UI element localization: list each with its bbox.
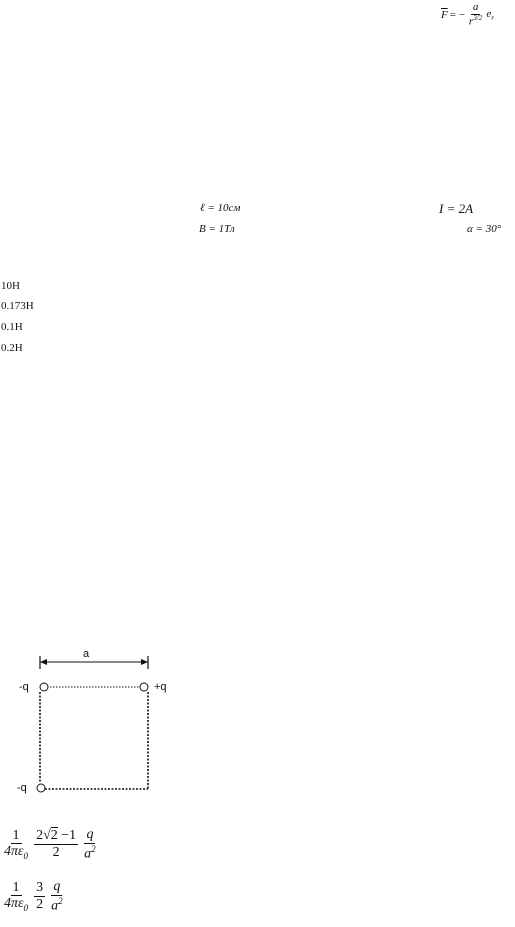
factor-denominator-2: $4\pi\varepsilon_0$	[4, 896, 29, 914]
param-angle: α = 30°	[467, 223, 502, 235]
label-charge-top-left: -q	[19, 681, 29, 693]
factor-denominator: $4\pi\varepsilon_0$	[4, 844, 29, 862]
ratio-denominator: 2	[36, 897, 44, 913]
coulomb-factor	[2, 829, 30, 861]
charge-q: q	[86, 827, 94, 842]
param-length: ℓ = 10см	[200, 202, 241, 214]
formula-equals: = −	[449, 8, 465, 21]
denominator-exponent: 3/2	[473, 13, 483, 22]
charge-bottom-left	[37, 784, 45, 792]
ratio-numerator: 3	[36, 880, 44, 896]
charge-square-diagram	[30, 647, 190, 797]
unit-vector	[486, 8, 494, 22]
label-charge-top-right: +q	[154, 681, 167, 693]
charge-top-right	[140, 683, 148, 691]
distance-squared: $a^2$	[84, 843, 96, 862]
distance-squared-2: $a^2$	[51, 895, 63, 914]
param-current: I = 2A	[439, 201, 474, 216]
label-charge-bottom-left: -q	[17, 782, 27, 794]
ratio-fraction	[34, 881, 45, 912]
arrowhead-right	[141, 659, 148, 665]
option-1-formula	[2, 828, 98, 862]
root-denominator: 2	[52, 845, 60, 861]
factor-numerator-2: 1	[12, 879, 20, 895]
factor-numerator: 1	[12, 827, 20, 843]
unit-vector-letter: e	[486, 7, 492, 20]
param-field: B = 1Тл	[199, 223, 235, 235]
root-fraction	[34, 829, 78, 860]
charge-top-left	[40, 683, 48, 691]
answer-3: 0.1H	[1, 321, 23, 333]
option-2-formula	[2, 880, 65, 914]
answer-4: 0.2H	[1, 342, 23, 354]
denominator-base: r	[468, 15, 474, 28]
charge-over-distance-2	[49, 880, 65, 914]
charge-over-distance	[82, 828, 98, 862]
formula-fraction	[467, 2, 484, 27]
formula-denominator	[467, 15, 484, 28]
root-numerator: 2√2 −1	[36, 828, 77, 844]
answer-2: 0.173H	[1, 300, 34, 312]
side-label: a	[83, 648, 90, 660]
coulomb-factor-2	[2, 881, 30, 913]
charge-q-2: q	[53, 879, 61, 894]
formula-numerator: a	[472, 1, 479, 13]
arrowhead-left	[40, 659, 47, 665]
answer-1: 10H	[1, 280, 20, 292]
force-formula	[441, 2, 494, 27]
unit-vector-subscript: r	[491, 13, 494, 22]
force-symbol: $\overline{F}$	[441, 8, 448, 21]
